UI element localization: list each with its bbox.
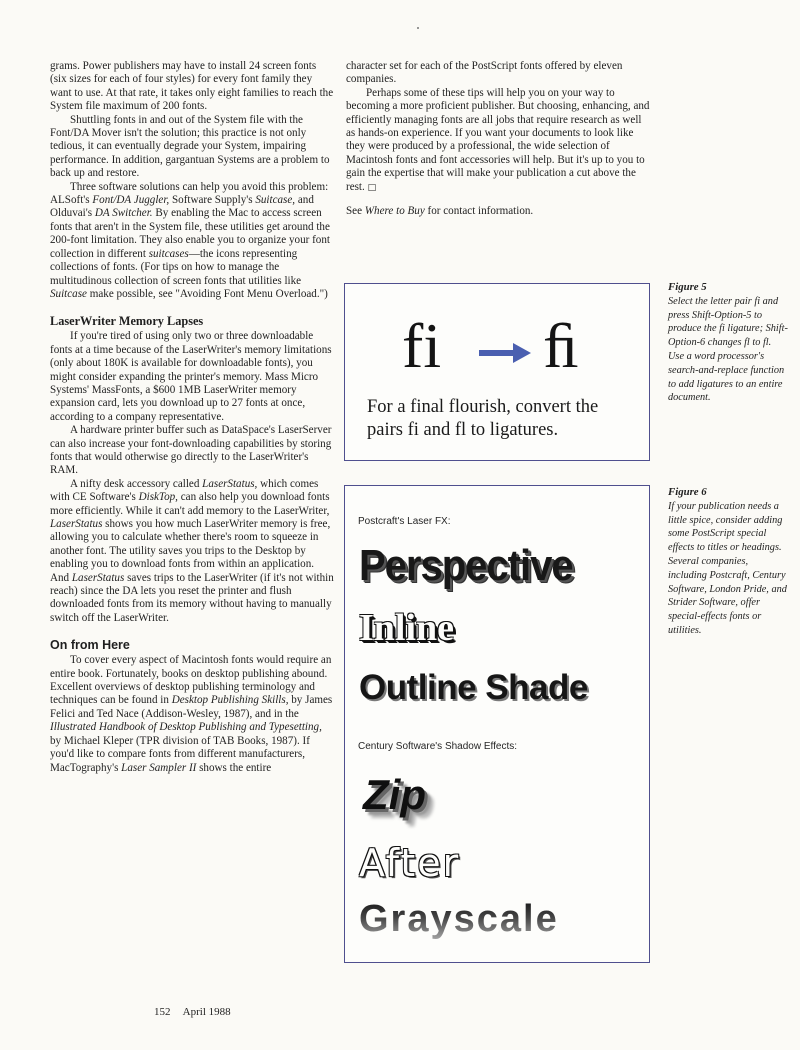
text-run: shows you how much LaserWriter memory is free, allowing you to calculate whether there's room to squeeze in another font. The utility saves you trips to the Desktop by enabling you to download fonts from within an application. And [50,518,331,584]
paragraph [50,654,334,775]
paragraph [50,181,334,302]
ligature-demo [345,306,649,386]
text-run: By enabling the Mac to access screen fonts that aren't in the System file, these utilities get around the 200-font limitation. They also enable you to organize your font collection in different [50,207,330,260]
product-name: LaserStatus, [202,477,258,490]
left-column [50,60,334,775]
text-run: can also help you download fonts more efficiently. While it can't add memory to the LaserWriter, [50,491,330,517]
paragraph: If you're tired of using only two or three downloadable fonts at a time because of the LaserWriter's memory limitations (only about 180K is available for downloadable fonts), you might consider expanding the printer's memory. Mass Micro Systems' MassFonts, a $600 1MB LaserWriter memory expansion card, lets you download up to 27 fonts at once, according to a company representative. [50,330,332,423]
term: suitcases [148,247,189,260]
vendor-label: Postcraft's Laser FX: [358,516,451,527]
text-run: Perhaps some of these tips will help you on your way to becoming a more proficient publisher. But choosing, enhancing, and efficiently managing fonts are all jobs that require research as well as hands-on experience. If you want your documents to look like they were produced by a professional, the wide selection of Macintosh fonts and font accessories will help. But it's up to you to gain the expertise that will make your publication a cut above the rest. [346,86,650,193]
product-name: LaserStatus [50,518,103,530]
figure-5-sidebar-caption [668,281,788,405]
middle-column [346,60,652,218]
text-run: Software Supply's [169,194,256,207]
figure-title: Figure 5 [668,281,707,293]
book-title: Illustrated Handbook of Desktop Publishing and Typesetting, [50,721,322,734]
product-name: Laser Sampler II [121,761,197,774]
figure-6-box [344,485,650,963]
paragraph [346,87,652,195]
product-name: DiskTop, [138,491,178,504]
text-run: saves trips to the LaserWriter (if it's not within reach) since the DA lets you reset the printer and flush downloaded fonts from its memory without having to manually switch off the LaserWriter. [50,571,334,624]
paragraph: character set for each of the PostScript fonts offered by eleven companies. [346,60,623,86]
text-run: A nifty desk accessory called [70,477,203,490]
product-name: Suitcase, [255,194,296,207]
right-arrow-icon [475,342,535,364]
end-mark: □ [367,182,377,193]
text-run: See [346,205,365,218]
figure-description: If your publication needs a little spice, consider adding some PostScript special effects to titles or headings. Several companies, including Postcraft, Century Software, London Pride, and Strider Software, offer special-effects fonts or utilities. [668,500,787,636]
text-run: To cover every aspect of Macintosh fonts would require an entire book. Fortunately, books on desktop publishing abound. Excellent overviews of desktop publishing terminology and techniques can be found in [50,654,332,707]
figure-5-box [344,283,650,461]
effect-sample-perspective: Perspective [359,542,573,590]
product-name: Font/DA Juggler, [92,194,170,207]
text-run: —the icons representing collections of fonts. (For tips on how to manage the multitudinous collection of screen fonts that utilities like [50,247,302,287]
vendor-label: Century Software's Shadow Effects: [358,741,518,752]
text-run: for contact information. [424,205,534,218]
figure-6-sidebar-caption [668,486,788,638]
paragraph [50,478,334,625]
reference-link: Where to Buy [364,205,425,218]
product-name: Suitcase [50,287,87,300]
text-run: and Olduvai's [50,194,314,220]
figure-description: Select the letter pair fi and press Shift-Option-5 to produce the fi ligature; Shift-Option-6 changes fl to fl. Use a word processor's search-and-replace function to add ligatures to an entire document. [668,295,788,404]
figure-title: Figure 6 [668,486,707,498]
page-number: 152 [154,1006,171,1018]
figure-5-caption: For a final flourish, convert the pairs fi and fl to ligatures. [367,397,599,440]
paragraph: Shuttling fonts in and out of the System file with the Font/DA Mover isn't the solution; this practice is not only tedious, it can eventually degrade your System, impairing performance. In addition, gargantuan Systems are a problem to back up and restore. [50,113,330,180]
product-name: DA Switcher. [94,207,153,220]
effect-sample-outline-shade: Outline Shade [359,668,588,707]
paragraph: grams. Power publishers may have to install 24 screen fonts (six sizes for each of four styles) for every font family they want to use. At that rate, it takes only eight families to reach the System file maximum of 200 fonts. [50,60,334,113]
effect-sample-zip: Zip [363,771,426,818]
effect-sample-after: After [359,841,461,885]
text-run: which comes with CE Software's [50,477,319,504]
text-run: by James Felici and Ted Nace (Addison-Wesley, 1987), and in the [50,694,333,720]
glyph-pair: fi [402,310,442,381]
paragraph: A hardware printer buffer such as DataSpace's LaserServer can also increase your font-downloading capabilities by storing fonts that would otherwise go directly to the LaserWriter's RAM. [50,424,332,477]
text-run: shows the entire [196,761,272,774]
text-run: make possible, see "Avoiding Font Menu Overload.") [86,287,328,300]
scan-speck [417,27,419,29]
text-run: by Michael Kleper (TPR division of TAB Books, 1987). If you'd like to compare fonts from different manufacturers, MacTography's [50,734,310,774]
text-run: Three software solutions can help you avoid this problem: ALSoft's [50,180,329,207]
ligature-glyph: ﬁ [543,310,579,381]
page-folio [154,1006,241,1018]
section-heading: On from Here [50,638,130,653]
effect-sample-inline: Inline [359,607,455,649]
product-name: LaserStatus [71,571,125,584]
section-heading: LaserWriter Memory Lapses [50,314,204,329]
see-reference [346,205,652,218]
issue-date: April 1988 [182,1006,231,1018]
book-title: Desktop Publishing Skills, [171,694,289,707]
effect-sample-grayscale: Grayscale [359,898,559,940]
